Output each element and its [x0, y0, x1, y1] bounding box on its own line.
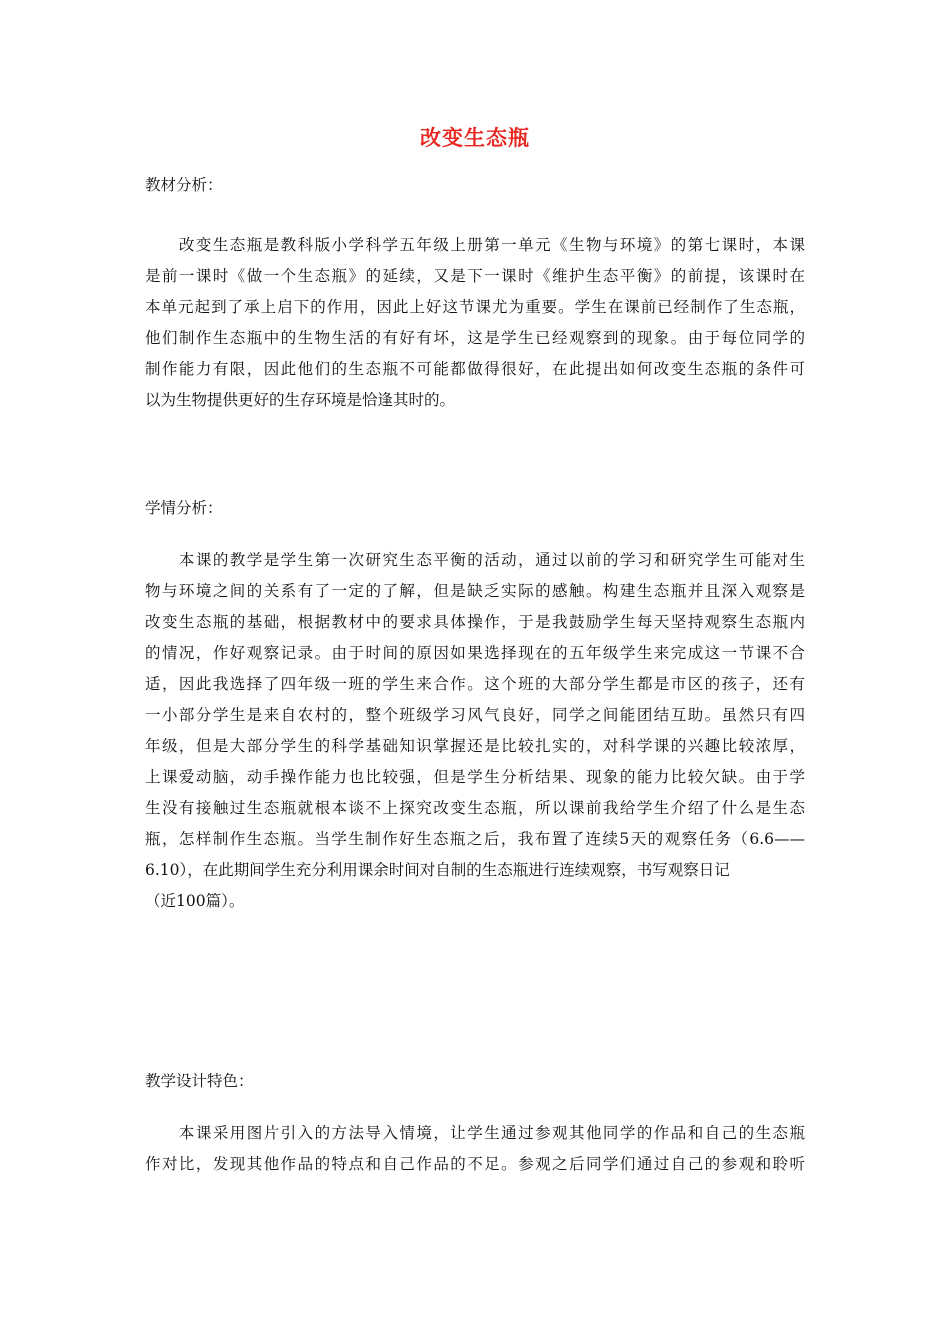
paragraph-line: 上课爱动脑，动手操作能力也比较强，但是学生分析结果、现象的能力比较欠缺。由于学: [145, 768, 805, 786]
paragraph-line: 6.10），在此期间学生充分利用课余时间对自制的生态瓶进行连续观察，书写观察日记: [145, 861, 730, 879]
section-heading-textbook-analysis: 教材分析：: [145, 176, 223, 194]
paragraph-line: （近100篇）。: [145, 892, 245, 910]
section-heading-student-analysis: 学情分析：: [145, 499, 223, 517]
paragraph-student-analysis: [145, 545, 805, 917]
paragraph-line: 改变生态瓶的基础，根据教材中的要求具体操作，于是我鼓励学生每天坚持观察生态瓶内: [145, 613, 805, 631]
paragraph-line: 物与环境之间的关系有了一定的了解，但是缺乏实际的感触。构建生态瓶并且深入观察是: [145, 582, 805, 600]
paragraph-line: 作对比，发现其他作品的特点和自己作品的不足。参观之后同学们通过自己的参观和聆听: [145, 1155, 805, 1173]
paragraph-line: 是前一课时《做一个生态瓶》的延续，又是下一课时《维护生态平衡》的前提，该课时在: [145, 267, 805, 285]
paragraph-line: 他们制作生态瓶中的生物生活的有好有坏，这是学生已经观察到的现象。由于每位同学的: [145, 329, 805, 347]
paragraph-line: 本单元起到了承上启下的作用，因此上好这节课尤为重要。学生在课前已经制作了生态瓶，: [145, 298, 805, 316]
paragraph-line: 生没有接触过生态瓶就根本谈不上探究改变生态瓶，所以课前我给学生介绍了什么是生态: [145, 799, 805, 817]
paragraph-line: 改变生态瓶是教科版小学科学五年级上册第一单元《生物与环境》的第七课时，本课: [145, 236, 805, 254]
section-heading-design-features: 教学设计特色：: [145, 1072, 254, 1090]
paragraph-line: 制作能力有限，因此他们的生态瓶不可能都做得很好，在此提出如何改变生态瓶的条件可: [145, 360, 805, 378]
paragraph-line: 本课采用图片引入的方法导入情境，让学生通过参观其他同学的作品和自己的生态瓶: [145, 1124, 805, 1142]
paragraph-line: 以为生物提供更好的生存环境是恰逢其时的。: [145, 391, 456, 409]
document-title: 改变生态瓶: [420, 125, 530, 150]
paragraph-line: 本课的教学是学生第一次研究生态平衡的活动，通过以前的学习和研究学生可能对生: [145, 551, 805, 569]
paragraph-line: 一小部分学生是来自农村的，整个班级学习风气良好，同学之间能团结互助。虽然只有四: [145, 706, 805, 724]
paragraph-line: 适，因此我选择了四年级一班的学生来合作。这个班的大部分学生都是市区的孩子，还有: [145, 675, 805, 693]
paragraph-textbook-analysis: [145, 230, 805, 416]
paragraph-line: 的情况，作好观察记录。由于时间的原因如果选择现在的五年级学生来完成这一节课不合: [145, 644, 805, 662]
paragraph-line: 年级，但是大部分学生的科学基础知识掌握还是比较扎实的，对科学课的兴趣比较浓厚，: [145, 737, 805, 755]
paragraph-design-features: [145, 1118, 805, 1180]
paragraph-line: 瓶，怎样制作生态瓶。当学生制作好生态瓶之后，我布置了连续5天的观察任务（6.6——: [145, 830, 805, 848]
